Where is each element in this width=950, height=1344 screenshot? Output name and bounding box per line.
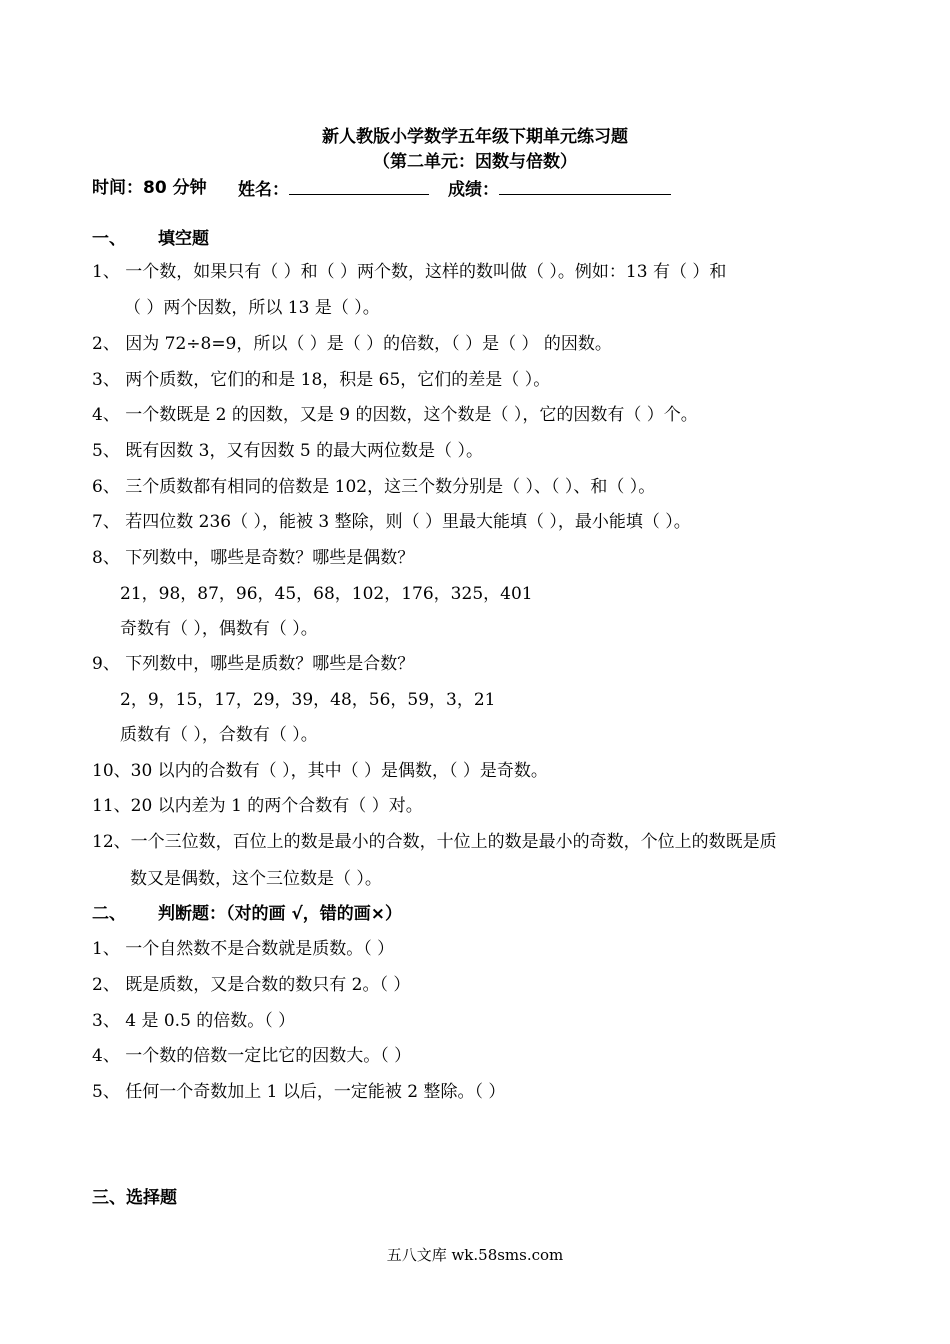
question-4: 4、 一个数既是 2 的因数，又是 9 的因数，这个数是（ ），它的因数有（ ）个。: [92, 405, 698, 425]
name-label: 姓名：: [238, 180, 289, 200]
time-label: 时间：80 分钟: [92, 178, 207, 198]
question-1-line-2: （ ）两个因数，所以 13 是（ ）。: [124, 298, 380, 318]
question-8-answer: 奇数有（ ），偶数有（ ）。: [120, 619, 318, 639]
name-field: [238, 177, 429, 201]
question-11: 11、20 以内差为 1 的两个合数有（ ）对。: [92, 796, 423, 816]
question-12-line-2: 数又是偶数，这个三位数是（ ）。: [130, 869, 382, 889]
question-12-line-1: 12、一个三位数，百位上的数是最小的合数，十位上的数是最小的奇数，个位上的数既是质: [92, 832, 777, 852]
section3-heading: 三、选择题: [92, 1188, 177, 1208]
section2-heading-num: 二、: [92, 904, 126, 924]
question-6: 6、 三个质数都有相同的倍数是 102，这三个数分别是（ ）、（ ）、和（ ）。: [92, 477, 656, 497]
question-9-numbers: 2，9，15，17，29，39，48，56，59，3，21: [120, 690, 496, 710]
footer-watermark: 五八文库 wk.58sms.com: [386, 1246, 564, 1264]
judge-question-4: 4、 一个数的倍数一定比它的因数大。（ ）: [92, 1046, 412, 1066]
section2-heading: 判断题：（对的画 √，错的画×）: [158, 904, 403, 924]
document-subtitle: （第二单元：因数与倍数）: [373, 152, 577, 172]
question-8-numbers: 21，98，87，96，45，68，102，176，325，401: [120, 584, 533, 604]
question-2: 2、 因为 72÷8=9，所以（ ）是（ ）的倍数，（ ）是（ ） 的因数。: [92, 334, 612, 354]
question-1-line-1: 1、 一个数，如果只有（ ）和（ ）两个数，这样的数叫做（ ）。例如：13 有（ ）和: [92, 262, 727, 282]
question-9: 9、 下列数中，哪些是质数？哪些是合数？: [92, 654, 415, 674]
question-9-answer: 质数有（ ），合数有（ ）。: [120, 725, 318, 745]
judge-question-3: 3、 4 是 0.5 的倍数。（ ）: [92, 1011, 296, 1031]
judge-question-2: 2、 既是质数，又是合数的数只有 2。（ ）: [92, 975, 411, 995]
question-3: 3、 两个质数，它们的和是 18，积是 65，它们的差是（ ）。: [92, 370, 551, 390]
document-title: 新人教版小学数学五年级下期单元练习题: [322, 127, 628, 147]
score-field: [448, 177, 671, 201]
score-label: 成绩：: [448, 180, 499, 200]
score-blank: [499, 177, 671, 195]
question-8: 8、 下列数中，哪些是奇数？哪些是偶数？: [92, 548, 415, 568]
section1-heading-num: 一、: [92, 229, 126, 249]
judge-question-5: 5、 任何一个奇数加上 1 以后，一定能被 2 整除。（ ）: [92, 1082, 506, 1102]
question-7: 7、 若四位数 236（ ），能被 3 整除，则（ ）里最大能填（ ），最小能填（ ）。: [92, 512, 691, 532]
section1-heading: 填空题: [158, 229, 209, 249]
judge-question-1: 1、 一个自然数不是合数就是质数。（ ）: [92, 939, 395, 959]
question-10: 10、30 以内的合数有（ ），其中（ ）是偶数，（ ）是奇数。: [92, 761, 548, 781]
name-blank: [289, 177, 429, 195]
question-5: 5、 既有因数 3，又有因数 5 的最大两位数是（ ）。: [92, 441, 483, 461]
